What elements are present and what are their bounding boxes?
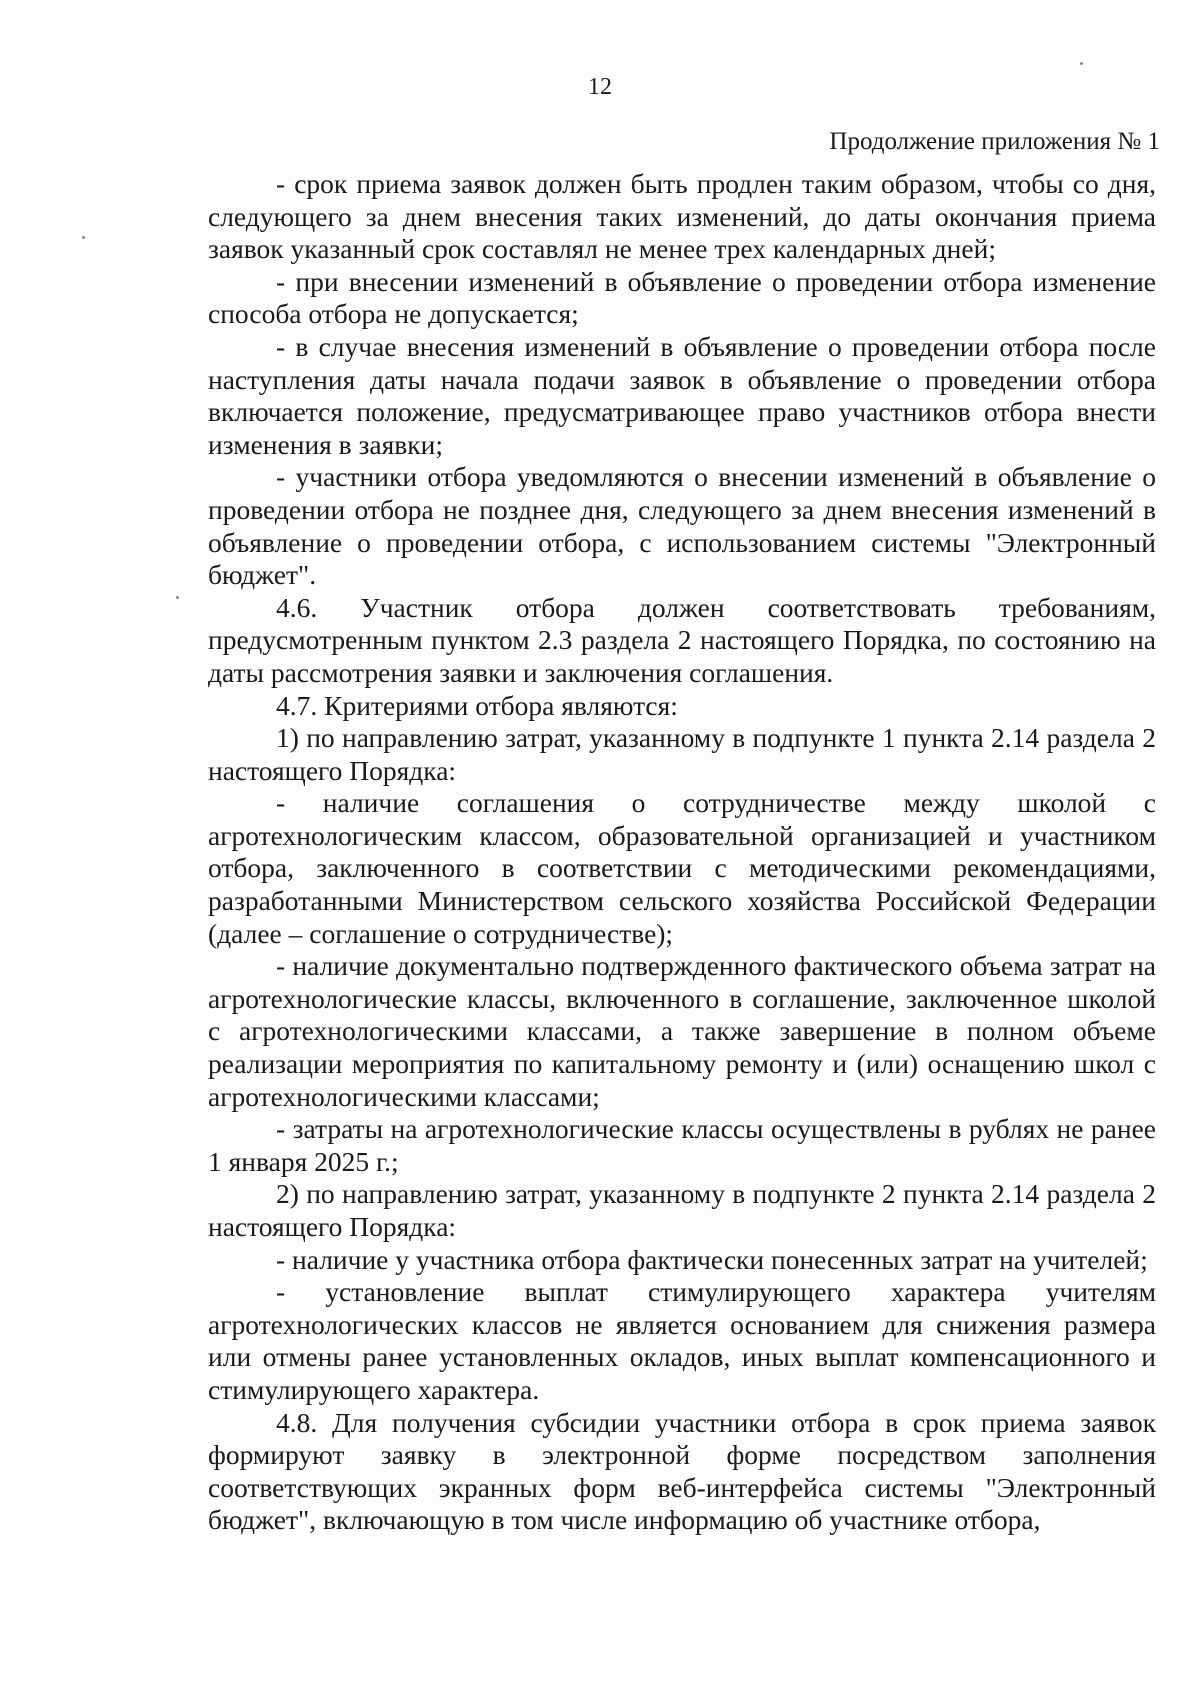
- appendix-continuation-note: Продолжение приложения № 1: [829, 128, 1160, 155]
- paragraph-participant-notification: - участники отбора уведомляются о внесении изменений в объявление о проведении отбора не позднее дня, следующего за днем внесения изменений в объявление о проведении отбора, с использованием системы "Электронный бюджет".: [208, 461, 1156, 591]
- scan-speck: [176, 596, 179, 599]
- paragraph-changes-after-start: - в случае внесения изменений в объявление о проведении отбора после наступления даты начала подачи заявок в объявление о проведении отбора включается положение, предусматривающее право участников отбора внести изменения в заявки;: [208, 330, 1156, 460]
- paragraph-4-8: 4.8. Для получения субсидии участники отбора в срок приема заявок формируют заявку в электронной форме посредством заполнения соответствующих экранных форм веб-интерфейса системы "Электронный бюджет", включающую в том числе информацию об участнике отбора,: [208, 1406, 1156, 1536]
- scan-speck: [1080, 62, 1083, 65]
- paragraph-criteria-1: 1) по направлению затрат, указанному в подпункте 1 пункта 2.14 раздела 2 настоящего Порядка:: [208, 722, 1156, 786]
- paragraph-documented-costs: - наличие документально подтвержденного фактического объема затрат на агротехнологические классы, включенного в соглашение, заключенное школой с агротехнологическими классами, а также завершение в полном объеме реализации мероприятия по капитальному ремонту и (или) оснащению школ с агротехнологическими классами;: [208, 950, 1156, 1112]
- paragraph-4-6: 4.6. Участник отбора должен соответствовать требованиям, предусмотренным пунктом 2.3 раздела 2 настоящего Порядка, по состоянию на даты рассмотрения заявки и заключения соглашения.: [208, 591, 1156, 688]
- paragraph-cooperation-agreement: - наличие соглашения о сотрудничестве между школой с агротехнологическим классом, образовательной организацией и участником отбора, заключенного в соответствии с методическими рекомендациями, разработанными Министерством сельского хозяйства Российской Федерации (далее – соглашение о сотрудничестве);: [208, 787, 1156, 949]
- document-body: [208, 168, 1156, 1537]
- scan-speck: [82, 236, 85, 239]
- paragraph-selection-method: - при внесении изменений в объявление о проведении отбора изменение способа отбора не допускается;: [208, 265, 1156, 330]
- paragraph-deadline-extension: - срок приема заявок должен быть продлен таким образом, чтобы со дня, следующего за днем внесения таких изменений, до даты окончания приема заявок указанный срок составлял не менее трех календарных дней;: [208, 168, 1156, 265]
- paragraph-teacher-costs: - наличие у участника отбора фактически понесенных затрат на учителей;: [276, 1243, 1148, 1275]
- paragraph-costs-in-rubles: - затраты на агротехнологические классы осуществлены в рублях не ранее 1 января 2025 г.;: [208, 1113, 1156, 1177]
- paragraph-criteria-2: 2) по направлению затрат, указанному в подпункте 2 пункта 2.14 раздела 2 настоящего Порядка:: [208, 1178, 1156, 1242]
- paragraph-incentive-payments: - установление выплат стимулирующего характера учителям агротехнологических классов не является основанием для снижения размера или отмены ранее установленных окладов, иных выплат компенсационного и стимулирующего характера.: [208, 1276, 1156, 1405]
- page-number: 12: [588, 74, 612, 100]
- paragraph-4-7: 4.7. Критериями отбора являются:: [276, 689, 678, 721]
